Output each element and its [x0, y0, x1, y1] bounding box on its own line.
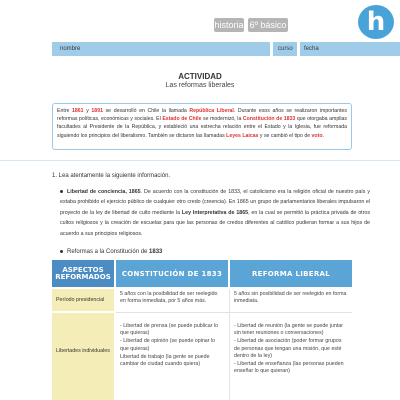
course-field-label[interactable]: curso	[278, 46, 293, 52]
bullet-dot	[60, 250, 63, 253]
bullet-reformas: Reformas a la Constitución de 1833	[60, 249, 162, 255]
bullet-dot	[60, 190, 63, 193]
header-reform: REFORMA LIBERAL	[230, 260, 352, 287]
logo-icon: h	[358, 5, 394, 39]
section-divider	[0, 160, 400, 161]
cell-const-periodo: 5 años con la posibilidad de ser reelegido en forma inmediata, por 5 años más.	[120, 291, 218, 305]
name-field-label[interactable]: nombre	[60, 46, 81, 52]
subject-tag: historia	[214, 20, 244, 30]
intro-box: Entre 1861 y 1891 se desarrolló en Chile la llamada República Liberal. Durante esos años se realizaron importantes reformas políticas, económicas y sociales. El Estado de Chile se modernizó, la Constitución de 1833 que otorgaba amplias facultades al Presidente de la República, y estableció una estrecha relación entre el Estado y la Iglesia, fue reformada siguiendo los principios del liberalismo. También se dictaron las llamadas Leyes Laicas y se cambió el tipo de voto.	[52, 103, 352, 150]
header-aspects: ASPECTOS REFORMADOS	[52, 260, 114, 287]
student-fields-row	[52, 42, 400, 56]
date-field-label[interactable]: fecha	[304, 46, 319, 52]
cell-reform-libertades: - Libertad de reunión (la gente se puede juntar sin tener reuniones o conversaciones) - Libertad de asociación (poder formar grupos de personas que tengan una misión, que esté dentro de la ley) - Libertad de enseñanza (las personas pueden enseñar lo que quieran)	[234, 323, 344, 375]
field-separator	[297, 42, 300, 56]
cell-reform-periodo: 5 años sin posibilidad de ser reelegido en forma inmediata.	[234, 291, 347, 305]
cell-const-libertades: - Libertad de prensa (se puede publicar lo que quieras) - Libertad de opinión (se puede opinar lo que quieras) Libertad de trabajo (la gente se puede cambiar de ciudad cuando quiera)	[120, 323, 219, 368]
level-tag: 6º básico	[249, 20, 287, 30]
bullet-libertad-conciencia: Libertad de conciencia, 1865. De acuerdo con la constitución de 1833, el catolicismo era la religión oficial de nuestro país y estaba prohibido el ejercicio público de cualquier otro credo (creencia). En 1865 un grupo de parlamentarios liberales impulsaron el proyecto de la ley de libertad de culto mediante la Ley Interpretativa de 1865, en la cual se permitió la práctica privada de otros cultos religiosos y la creación de escuelas para que las personas de credos diferentes al católico pudieran formar a sus hijos de acuerdo a sus principios religiosos.	[60, 189, 370, 237]
activity-title: ACTIVIDAD	[178, 72, 222, 81]
reforms-table	[52, 260, 352, 400]
activity-subtitle: Las reformas liberales	[165, 82, 235, 89]
row-label-periodo: Período presidencial	[52, 289, 114, 311]
header-constitution: CONSTITUCIÓN DE 1833	[116, 260, 228, 287]
field-separator	[270, 42, 273, 56]
instruction-text: 1. Lea atentamente la siguiente información.	[52, 173, 171, 179]
header-bar	[0, 0, 400, 38]
row-label-libertades: Libertades individuales	[52, 313, 114, 400]
